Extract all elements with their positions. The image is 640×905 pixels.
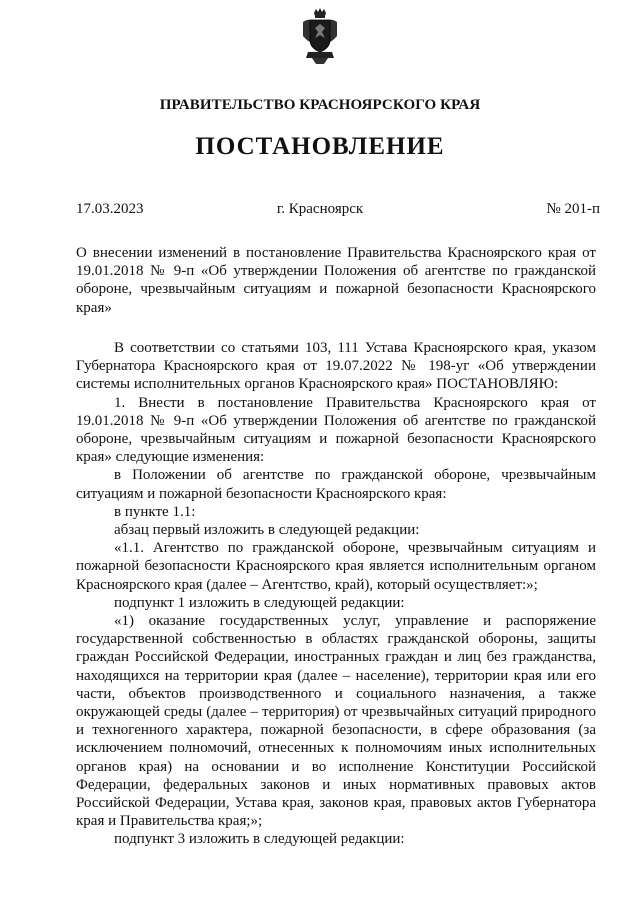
- body-paragraph: «1) оказание государственных услуг, управление и распоряжение государственной собственностью в областях гражданской обороны, защиты граждан Российской Федерации, иностранных граждан и лиц без гражданства, находящихся на территории края (далее – население), территории края или его части, объектов производственного и социального назначения, а также окружающей среды (далее – территория) от чрезвычайных ситуаций природного и техногенного характера, пожарной безопасности, в сфере образования (за исключением полномочий, отнесенных к полномочиям иных исполнительных органов края) на основании и во исполнение Конституции Российской Федерации, федеральных законов и иных нормативных правовых актов Российской Федерации, Устава края, законов края, правовых актов Губернатора края и Правительства края;»;: [76, 613, 596, 830]
- document-date: 17.03.2023: [76, 201, 144, 217]
- body-paragraph: В соответствии со статьями 103, 111 Устава Красноярского края, указом Губернатора Красноярского края от 19.07.2022 № 198-уг «Об утверждении системы исполнительных органов Красноярского края» ПОСТАНОВЛЯЮ:: [76, 340, 596, 393]
- coat-of-arms-icon: [300, 8, 340, 66]
- body-paragraph: абзац первый изложить в следующей редакции:: [114, 522, 420, 539]
- document-subject: О внесении изменений в постановление Правительства Красноярского края от 19.01.2018 № 9-п «Об утверждении Положения об агентстве по гражданской обороне, чрезвычайным ситуациям и пожарной безопасности Красноярского края»: [76, 245, 596, 316]
- document-body: [76, 339, 596, 849]
- body-paragraph: подпункт 1 изложить в следующей редакции:: [114, 594, 405, 611]
- body-paragraph: в Положении об агентстве по гражданской обороне, чрезвычайным ситуациям и пожарной безопасности Красноярского края:: [76, 467, 596, 502]
- body-paragraph: «1.1. Агентство по гражданской обороне, чрезвычайным ситуациям и пожарной безопасности Красноярского края является исполнительным органом Красноярского края (далее – Агентство, край), который осуществляет:»;: [76, 540, 596, 593]
- document-number: № 201-п: [546, 201, 600, 217]
- document-city: г. Красноярск: [276, 201, 364, 217]
- body-paragraph: подпункт 3 изложить в следующей редакции:: [114, 831, 405, 848]
- body-paragraph: в пункте 1.1:: [114, 503, 196, 520]
- document-type: ПОСТАНОВЛЕНИЕ: [195, 133, 445, 160]
- body-paragraph: 1. Внести в постановление Правительства Красноярского края от 19.01.2018 № 9-п «Об утверждении Положения об агентстве по гражданской обороне, чрезвычайным ситуациям и пожарной безопасности Красноярского края» следующие изменения:: [76, 394, 596, 466]
- government-name: ПРАВИТЕЛЬСТВО КРАСНОЯРСКОГО КРАЯ: [159, 97, 481, 113]
